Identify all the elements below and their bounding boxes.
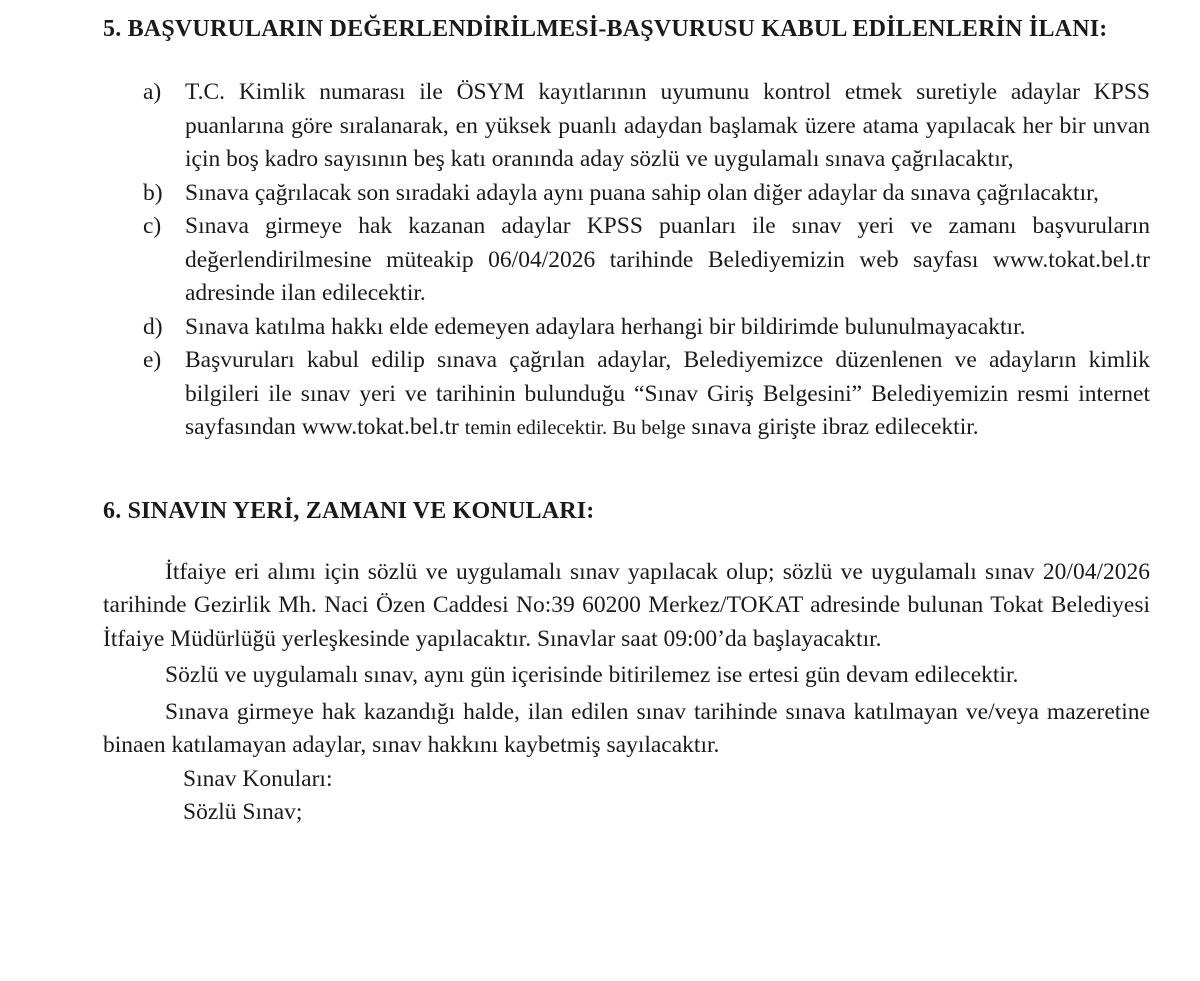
list-item-marker: d) — [143, 313, 163, 340]
list-item-text-end: sınava girişte ibraz edilecektir. — [685, 414, 979, 440]
list-item-d — [143, 311, 1150, 345]
list-item-text: T.C. Kimlik numarası ile ÖSYM kayıtlarının uyumunu kontrol etmek suretiyle adaylar KPSS puanlarına göre sıralanarak, en yüksek puanlı adaydan başlamak üzere atama yapılacak her bir unvan için boş kadro sayısının beş katı oranında aday sözlü ve uygulamalı sınava çağrılacaktır, — [185, 79, 1150, 172]
list-item-marker: a) — [143, 79, 162, 105]
exam-topics-label: Sınav Konuları: — [183, 765, 333, 792]
paragraph-exam-place-time: İtfaiye eri alımı için sözlü ve uygulamalı sınav yapılacak olup; sözlü ve uygulamalı sınav 20/04/2026 tarihinde Gezirlik Mh. Naci Özen Caddesi No:39 60200 Merkez/TOKAT adresinde bulunan Tokat Belediyesi İtfaiye Müdürlüğü yerleşkesinde yapılacaktır. Sınavlar saat 09:00’da başlayacaktır. — [103, 558, 1150, 652]
list-item-text-small: temin edilecektir. Bu belge — [464, 417, 686, 439]
paragraph-exam-continuation: Sözlü ve uygulamalı sınav, aynı gün içerisinde bitirilemez ise ertesi gün devam edilecektir. — [165, 662, 1019, 688]
list-item-marker: b) — [143, 179, 163, 206]
list-item-e — [143, 344, 1150, 446]
section5-heading: 5. BAŞVURULARIN DEĞERLENDİRİLMESİ-BAŞVURUSU KABUL EDİLENLERİN İLANI: — [103, 16, 1108, 42]
list-item-c — [143, 210, 1150, 311]
list-item-marker: e) — [143, 347, 162, 373]
announcement-document — [103, 14, 1150, 830]
document-viewport — [0, 14, 1200, 981]
list-item-text — [185, 344, 1150, 446]
list-item-text: Sınava çağrılacak son sıradaki adayla aynı puana sahip olan diğer adaylar da sınava çağrılacaktır, — [185, 179, 1099, 206]
list-item-text: Sınava katılma hakkı elde edemeyen adaylara herhangi bir bildirimde bulunulmayacaktır. — [185, 313, 1026, 340]
oral-exam-label: Sözlü Sınav; — [183, 799, 303, 825]
paragraph-exam-absence: Sınava girmeye hak kazandığı halde, ilan edilen sınav tarihinde sınava katılmayan ve/veya mazeretine binaen katılamayan adaylar, sınav hakkını kaybetmiş sayılacaktır. — [103, 698, 1150, 758]
list-item-a — [143, 76, 1150, 177]
section6-heading: 6. SINAVIN YERİ, ZAMANI VE KONULARI: — [103, 497, 595, 524]
list-item-marker: c) — [143, 213, 162, 239]
list-item-text: Sınava girmeye hak kazanan adaylar KPSS puanları ile sınav yeri ve zamanı başvuruların değerlendirilmesine müteakip 06/04/2026 tarihinde Belediyemizin web sayfası www.tokat.bel.tr adresinde ilan edilecektir. — [185, 213, 1150, 306]
section5-list — [143, 76, 1150, 446]
list-item-text-start: Başvuruları kabul edilip sınava çağrılan adaylar, Belediyemizce düzenlenen ve adayların kimlik bilgileri ile sınav yeri ve tarihinin bulunduğu “Sınav Giriş Belgesini” Belediyemizin resmi internet sayfasından www.tokat.bel.tr — [185, 347, 1150, 440]
list-item-b — [143, 177, 1150, 211]
